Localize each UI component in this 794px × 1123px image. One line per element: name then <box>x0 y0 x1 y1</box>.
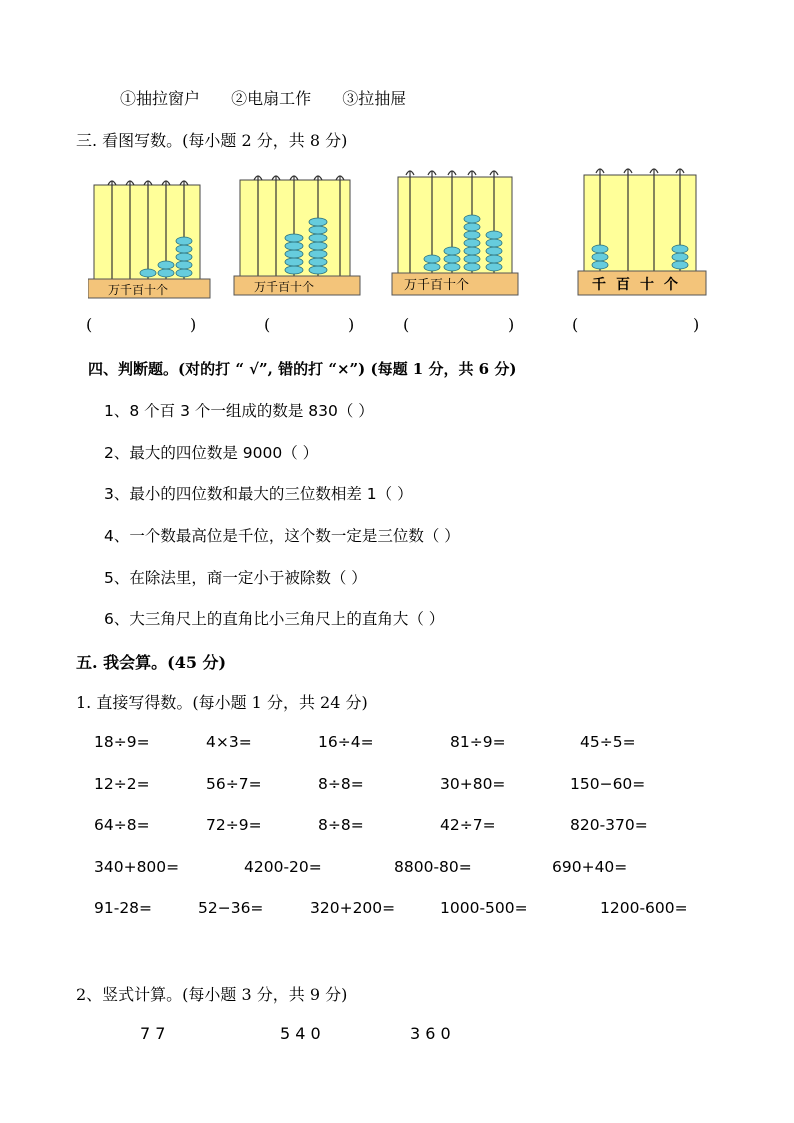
section-3-title: 三. 看图写数。(每小题 2 分，共 8 分) <box>76 131 348 150</box>
judge-item-5: 5、在除法里，商一定小于被除数（ ） <box>104 569 367 587</box>
calc-item: 340+800= <box>94 858 180 876</box>
calc-item: 150−60= <box>570 775 646 793</box>
judge-item-3: 3、最小的四位数和最大的三位数相差 1（ ） <box>104 485 413 503</box>
abacus-2 <box>232 170 362 300</box>
abacus-1 <box>88 175 212 301</box>
calc-item: 72÷9= <box>206 816 262 834</box>
vertical-calc-2: 5 4 0 <box>280 1024 321 1043</box>
answer-paren-2-close: ) <box>348 315 355 334</box>
abacus-1-place-labels: 万千百十个 <box>108 283 169 297</box>
subsection-2-title: 2、竖式计算。(每小题 3 分，共 9 分) <box>76 985 348 1004</box>
answer-paren-4-open: ( <box>572 315 579 334</box>
calc-item: 4×3= <box>206 733 252 751</box>
calc-item: 1200-600= <box>600 899 688 917</box>
abacus-3 <box>390 165 520 301</box>
abacus-4-place-labels: 千百十个 <box>592 277 688 293</box>
section-5-title: 五. 我会算。(45 分) <box>76 653 227 672</box>
calc-item: 1000-500= <box>440 899 528 917</box>
calc-item: 8÷8= <box>318 775 364 793</box>
calc-item: 45÷5= <box>580 733 636 751</box>
subsection-1-title: 1. 直接写得数。(每小题 1 分，共 24 分) <box>76 693 368 712</box>
calc-item: 56÷7= <box>206 775 262 793</box>
option-3: ③拉抽屉 <box>342 89 407 108</box>
calc-item: 12÷2= <box>94 775 150 793</box>
calc-item: 16÷4= <box>318 733 374 751</box>
vertical-calc-1: 7 7 <box>140 1024 166 1043</box>
calc-item: 18÷9= <box>94 733 150 751</box>
abacus-4 <box>576 163 708 301</box>
judge-item-4: 4、一个数最高位是千位，这个数一定是三位数（ ） <box>104 527 460 545</box>
section-4-title: 四、判断题。(对的打 “ √”, 错的打 “×”) (每题 1 分，共 6 分) <box>88 360 517 378</box>
calc-item: 30+80= <box>440 775 506 793</box>
abacus-3-place-labels: 万千百十个 <box>404 278 470 293</box>
vertical-calc-3: 3 6 0 <box>410 1024 451 1043</box>
judge-item-1: 1、8 个百 3 个一组成的数是 830（ ） <box>104 402 374 420</box>
calc-item: 64÷8= <box>94 816 150 834</box>
calc-item: 81÷9= <box>450 733 506 751</box>
calc-item: 8800-80= <box>394 858 472 876</box>
judge-item-6: 6、大三角尺上的直角比小三角尺上的直角大（ ） <box>104 610 445 628</box>
answer-paren-1-open: ( <box>86 315 93 334</box>
judge-item-2: 2、最大的四位数是 9000（ ） <box>104 444 319 462</box>
options-line <box>120 86 432 109</box>
calc-item: 4200-20= <box>244 858 322 876</box>
option-2: ②电扇工作 <box>231 89 312 108</box>
calc-item: 320+200= <box>310 899 396 917</box>
answer-paren-1-close: ) <box>190 315 197 334</box>
calc-item: 690+40= <box>552 858 628 876</box>
answer-paren-2-open: ( <box>264 315 271 334</box>
answer-paren-3-open: ( <box>403 315 410 334</box>
abacus-2-place-labels: 万千百十个 <box>254 280 315 294</box>
answer-paren-4-close: ) <box>693 315 700 334</box>
calc-item: 8÷8= <box>318 816 364 834</box>
option-1: ①抽拉窗户 <box>120 89 201 108</box>
calc-item: 91-28= <box>94 899 153 917</box>
calc-item: 42÷7= <box>440 816 496 834</box>
calc-item: 52−36= <box>198 899 264 917</box>
answer-paren-3-close: ) <box>508 315 515 334</box>
calc-item: 820-370= <box>570 816 648 834</box>
